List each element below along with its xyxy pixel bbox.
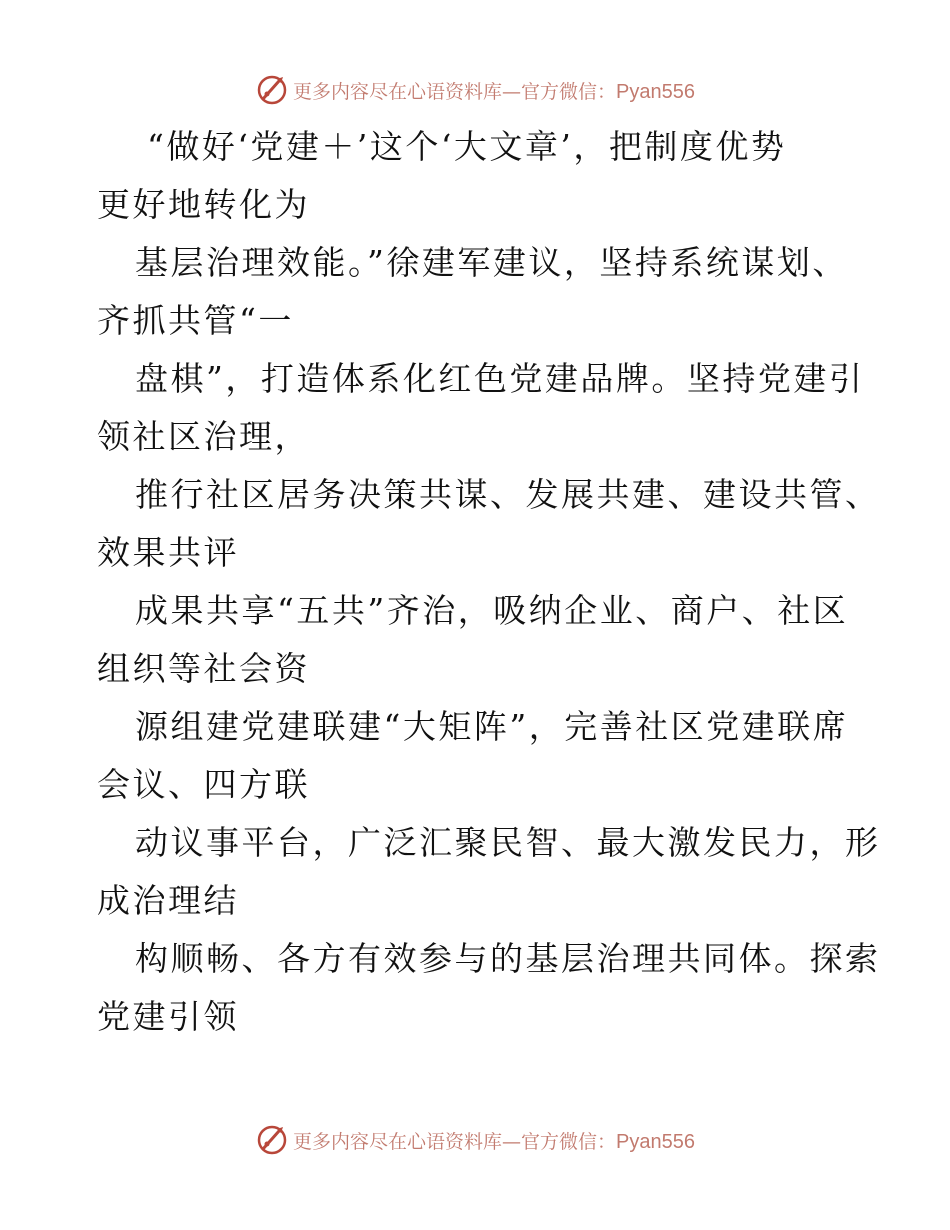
brush-logo-icon (255, 73, 289, 107)
text-line: 组织等社会资 (97, 649, 310, 688)
brush-logo-icon (255, 1123, 289, 1157)
footer-watermark-banner (0, 1120, 950, 1160)
text-line: 效果共评 (97, 533, 239, 572)
text-line: 动议事平台，广泛汇聚民智、最大激发民力，形 (135, 823, 881, 862)
text-line: 党建引领 (97, 997, 239, 1036)
text-line: 基层治理效能。”徐建军建议，坚持系统谋划、 (135, 243, 848, 282)
text-line: 领社区治理， (97, 417, 310, 456)
document-body (97, 118, 881, 1046)
footer-banner-text: 更多内容尽在心语资料库—官方微信：Pyan556 (293, 1130, 695, 1153)
header-watermark-banner (0, 70, 950, 110)
text-line: 更好地转化为 (97, 185, 310, 224)
text-line: 盘棋”，打造体系化红色党建品牌。坚持党建引 (135, 359, 865, 398)
header-banner-text: 更多内容尽在心语资料库—官方微信：Pyan556 (293, 80, 695, 103)
text-line: 构顺畅、各方有效参与的基层治理共同体。探索 (135, 939, 881, 978)
text-line: 齐抓共管“一 (97, 301, 294, 340)
text-line: “做好‘党建＋’这个‘大文章’，把制度优势 (147, 127, 787, 166)
text-line: 推行社区居务决策共谋、发展共建、建设共管、 (135, 475, 881, 514)
text-line: 成治理结 (97, 881, 239, 920)
text-line: 成果共享“五共”齐治，吸纳企业、商户、社区 (135, 591, 849, 630)
text-line: 会议、四方联 (97, 765, 310, 804)
text-line: 源组建党建联建“大矩阵”，完善社区党建联席 (135, 707, 849, 746)
